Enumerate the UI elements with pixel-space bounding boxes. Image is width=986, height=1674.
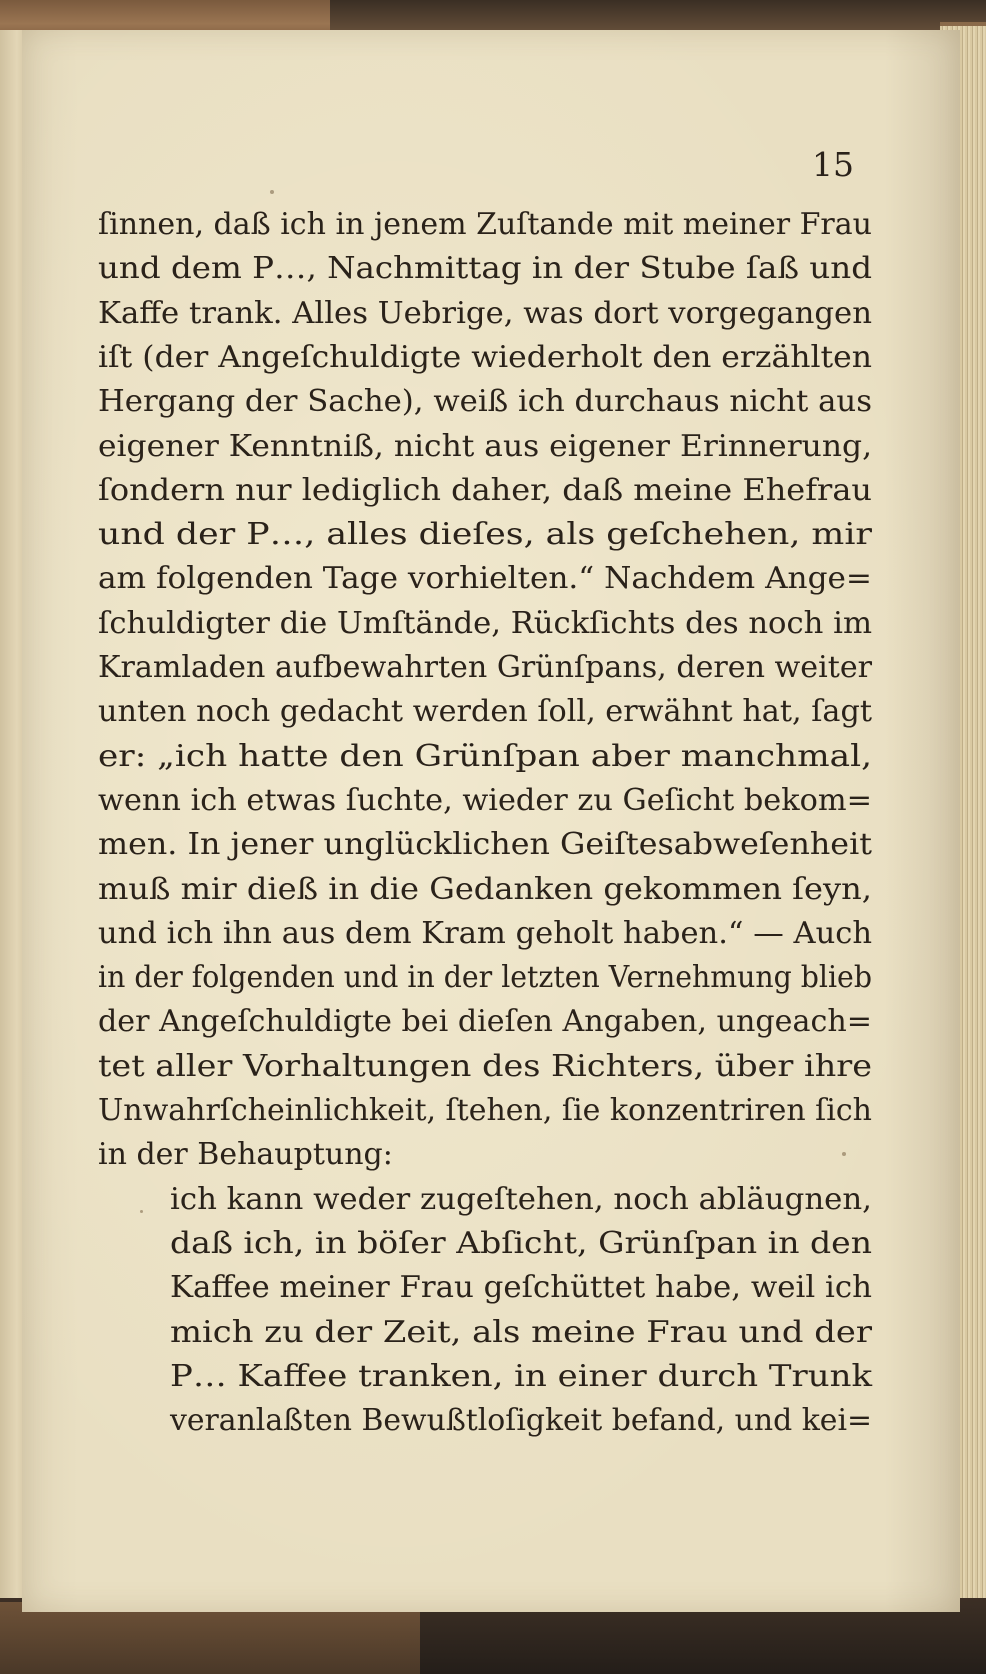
- text-line: muß mir dieß in die Gedanken gekommen ſeyn,: [98, 871, 872, 907]
- text-line: in der folgenden und in der letzten Vernehmung blieb: [98, 960, 872, 996]
- text-line: er: „ich hatte den Grünſpan aber manchmal,: [98, 738, 872, 774]
- text-line: men. In jener unglücklichen Geiſtesabweſenheit: [98, 827, 872, 863]
- text-line: Unwahrſcheinlichkeit, ſtehen, ſie konzentriren ſich: [98, 1093, 872, 1128]
- text-line: wenn ich etwas ſuchte, wieder zu Geſicht bekom=: [98, 782, 873, 818]
- text-line: Hergang der Sache), weiß ich durchaus nicht aus: [98, 384, 872, 420]
- paper-speck: [270, 190, 274, 194]
- text-line: eigener Kenntniß, nicht aus eigener Erinnerung,: [98, 428, 873, 464]
- book-cover-top-leather: [0, 0, 330, 34]
- paper-speck: [140, 1210, 143, 1213]
- text-line: P… Kaffee tranken, in einer durch Trunk: [170, 1358, 873, 1394]
- text-line: tet aller Vorhaltungen des Richters, über ihre: [98, 1048, 872, 1084]
- page-number: 15: [812, 145, 854, 184]
- text-line: Kaffe trank. Alles Uebrige, was dort vorgegangen: [98, 295, 872, 331]
- text-line: ich kann weder zugeſtehen, noch abläugnen,: [170, 1181, 872, 1217]
- text-line: iſt (der Angeſchuldigte wiederholt den erzählten: [98, 339, 872, 375]
- text-line: unten noch gedacht werden ſoll, erwähnt hat, ſagt: [98, 694, 872, 730]
- text-line: in der Behauptung:: [98, 1137, 393, 1173]
- text-line: und ich ihn aus dem Kram geholt haben.“ — Auch: [98, 915, 873, 951]
- text-line: und dem P…, Nachmittag in der Stube ſaß und: [98, 251, 873, 287]
- text-line: mich zu der Zeit, als meine Frau und der: [170, 1314, 872, 1350]
- text-line: ſchuldigter die Umſtände, Rückſichts des noch im: [98, 605, 873, 641]
- text-line: daß ich, in böſer Abſicht, Grünſpan in den: [170, 1225, 872, 1261]
- book-cover-bottom-leather: [0, 1602, 420, 1674]
- text-line: ſondern nur lediglich daher, daß meine Ehefrau: [98, 472, 872, 508]
- text-line: und der P…, alles dieſes, als geſchehen, mir: [98, 517, 873, 553]
- text-line: am folgenden Tage vorhielten.“ Nachdem Ange=: [98, 561, 872, 597]
- text-line: Kramladen aufbewahrten Grünſpans, deren weiter: [98, 650, 873, 685]
- text-line: Kaffee meiner Frau geſchüttet habe, weil ich: [170, 1270, 872, 1306]
- text-line: veranlaßten Bewußtloſigkeit befand, und kei=: [170, 1403, 873, 1439]
- paper-speck: [842, 1152, 846, 1156]
- gutter-edge: [0, 30, 24, 1610]
- text-line: der Angeſchuldigte bei dieſen Angaben, ungeach=: [98, 1004, 872, 1040]
- text-line: ſinnen, daß ich in jenem Zuſtande mit meiner Frau: [98, 207, 872, 242]
